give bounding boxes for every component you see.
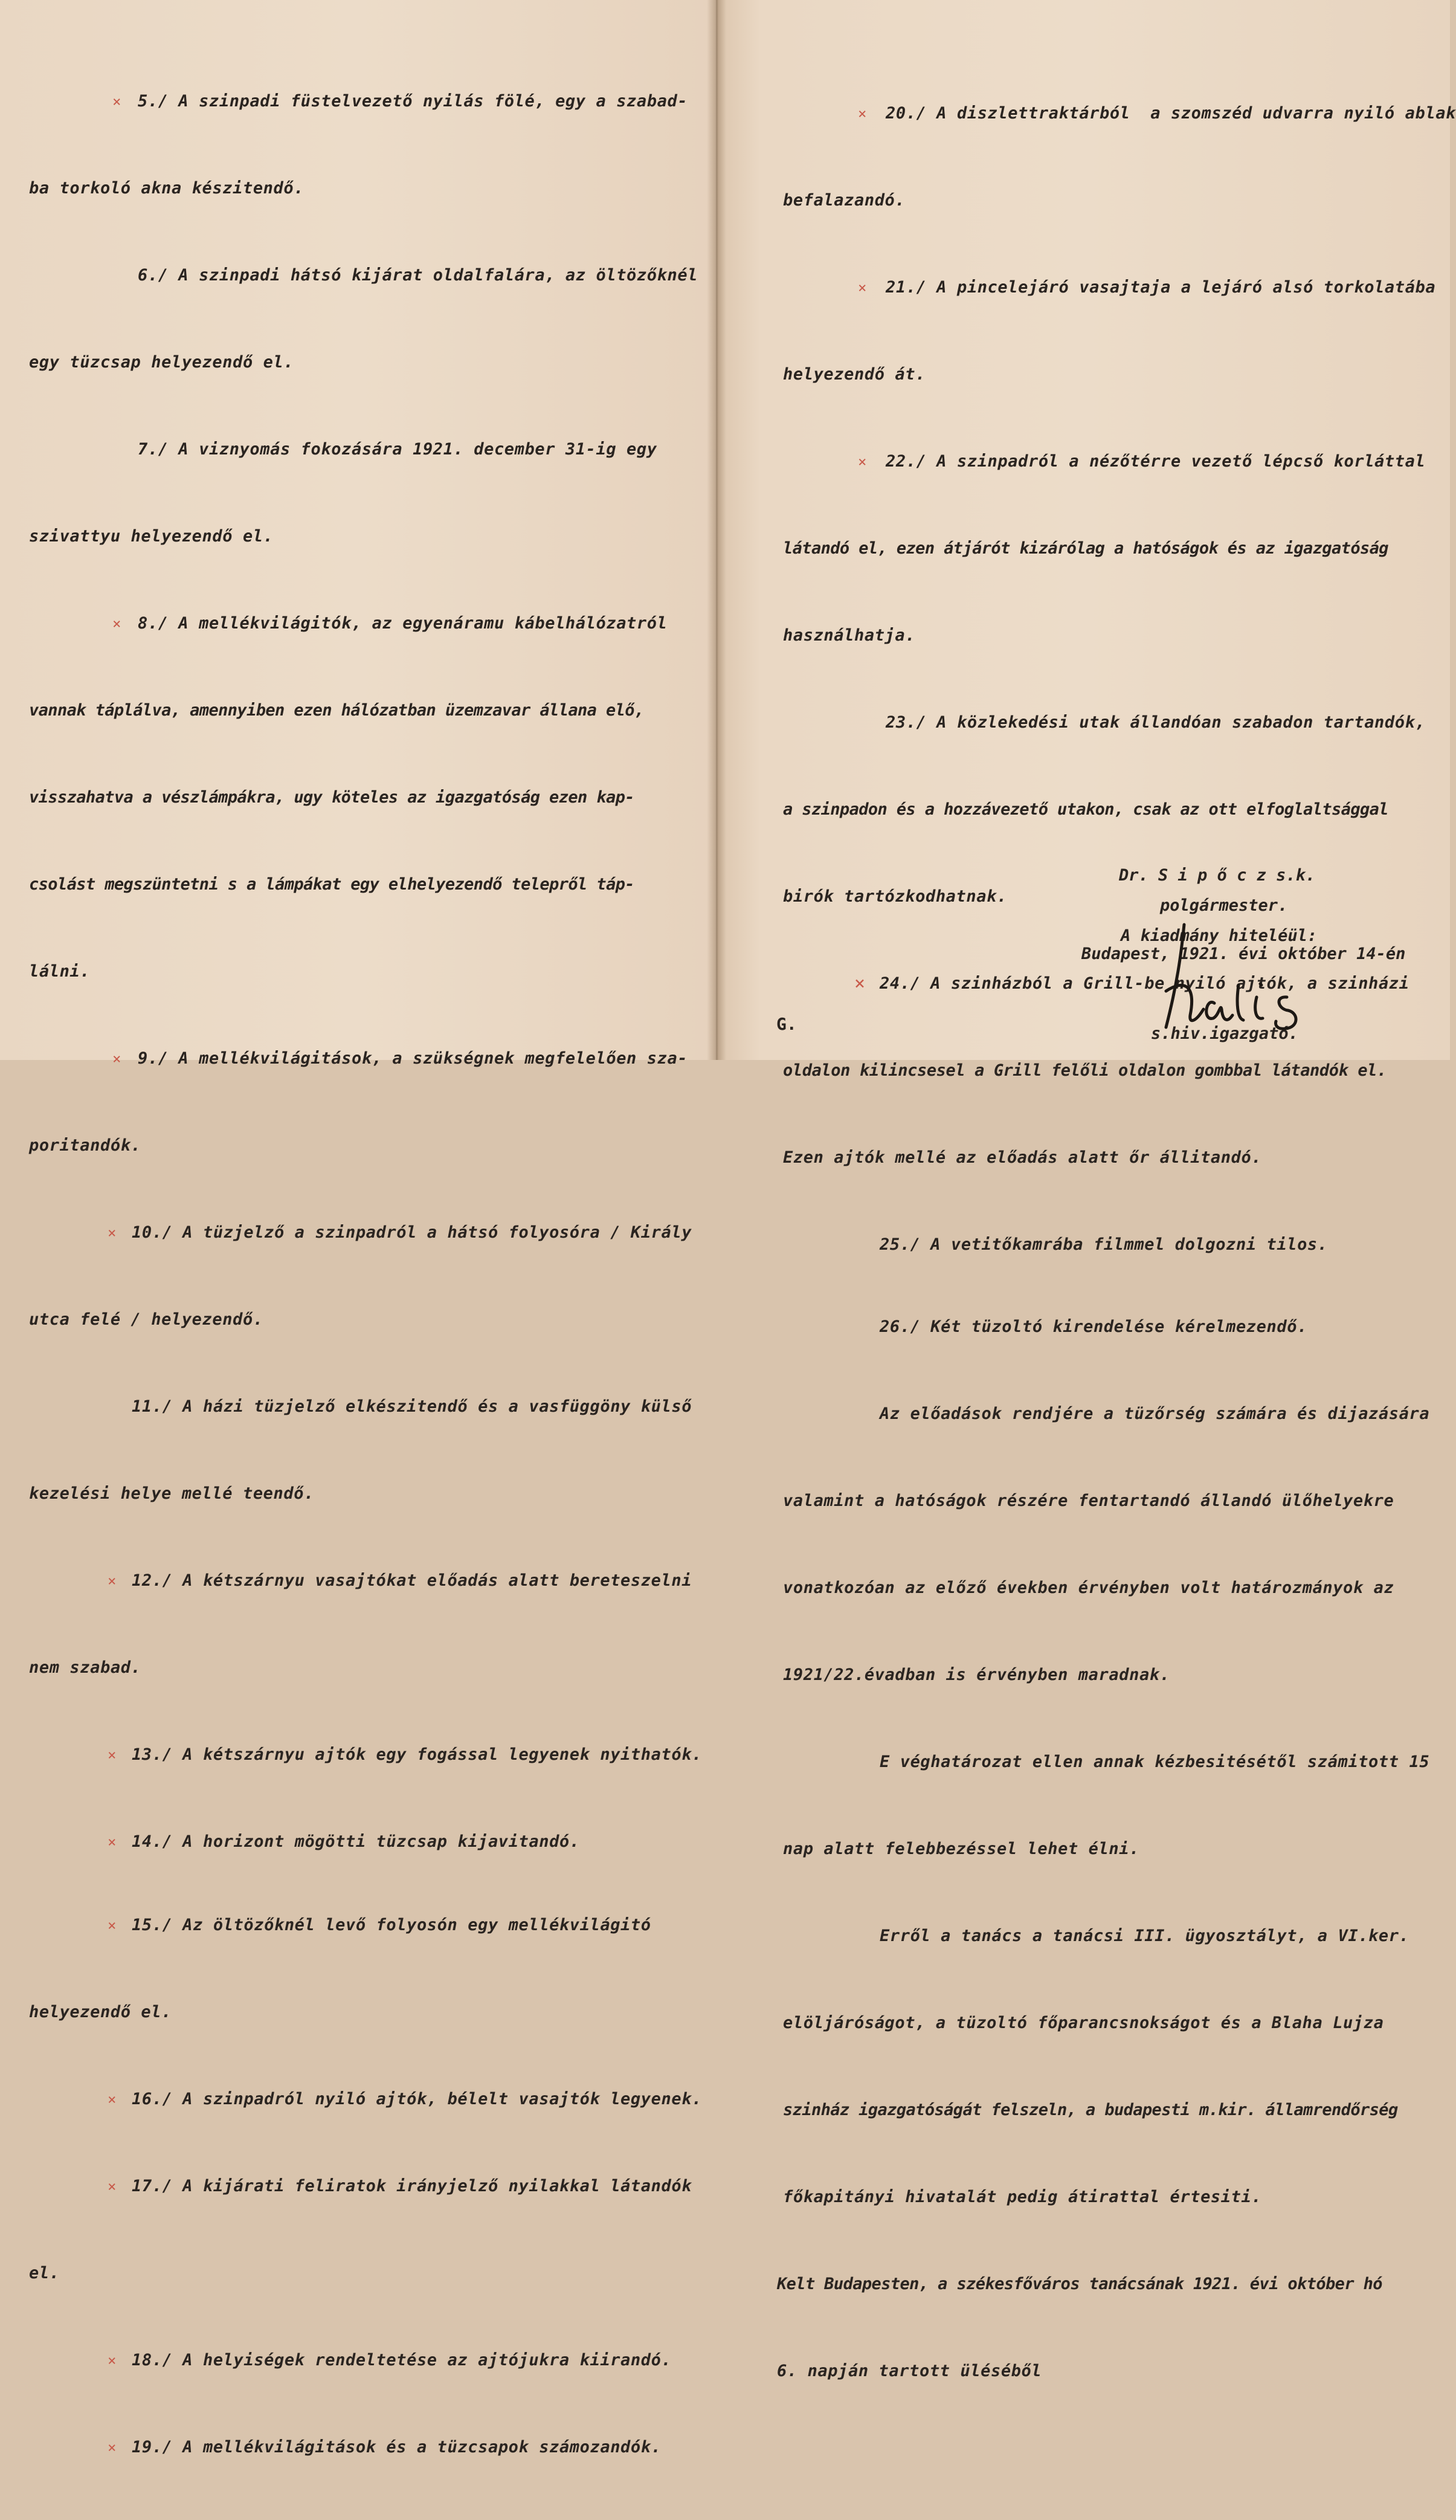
page-letter: G. xyxy=(776,1014,797,1034)
text-line: vannak táplálva, amennyiben ezen hálózatban üzemzavar állana elő, xyxy=(29,701,644,720)
text-line: × 14./ A horizont mögötti tüzcsap kijavitandó. xyxy=(108,1832,580,1851)
text-line: poritandók. xyxy=(29,1136,141,1155)
text-line: × 12./ A kétszárnyu vasajtókat előadás alatt bereteszelni xyxy=(108,1571,692,1590)
text-line: befalazandó. xyxy=(783,191,906,210)
text-line: × 22./ A szinpadról a nézőtérre vezető lépcső korláttal xyxy=(858,452,1426,471)
signature-title: polgármester. xyxy=(1160,896,1288,915)
signatory-office: s.hiv.igazgató. xyxy=(1151,1024,1298,1043)
certification-label: A kiadmány hiteléül: xyxy=(1121,926,1318,945)
text-line: × 17./ A kijárati feliratok irányjelző nyilakkal látandók xyxy=(108,2177,692,2195)
text-line: Kelt Budapesten, a székesfőváros tanácsának 1921. évi október hó xyxy=(777,2275,1382,2293)
certification-place-date: Budapest, 1921. évi október 14-én xyxy=(1081,945,1406,963)
text-line: 6. napján tartott üléséből xyxy=(777,2362,1042,2380)
text-line: 11./ A házi tüzjelző elkészitendő és a vasfüggöny külső xyxy=(132,1397,692,1416)
text-line: kezelési helye mellé teendő. xyxy=(29,1484,314,1503)
text-line: 1921/22.évadban is érvényben maradnak. xyxy=(783,1665,1170,1684)
text-line: elöljáróságot, a tüzoltó főparancsnokságot és a Blaha Lujza xyxy=(783,2014,1384,2032)
text-line: × 20./ A diszlettraktárból a szomszéd udvarra nyiló ablak xyxy=(858,104,1456,123)
text-line: × 8./ A mellékvilágitók, az egyenáramu kábelhálózatról xyxy=(112,614,668,633)
text-line: Erről a tanács a tanácsi III. ügyosztályt, a VI.ker. xyxy=(880,1927,1409,1945)
page-fold xyxy=(707,0,726,1060)
text-line: Ezen ajtók mellé az előadás alatt őr állitandó. xyxy=(783,1148,1262,1167)
text-line: × 21./ A pincelejáró vasajtaja a lejáró alsó torkolatába xyxy=(858,278,1436,297)
text-line: × 24./ A szinházból a Grill-be nyiló ajtók, a szinházi xyxy=(854,973,1409,994)
text-line: 23./ A közlekedési utak állandóan szabadon tartandók, xyxy=(886,713,1426,732)
text-line: E véghatározat ellen annak kézbesitésétől számitott 15 xyxy=(880,1753,1430,1771)
handwritten-signature xyxy=(1148,919,1353,1039)
text-line: visszahatva a vészlámpákra, ugy köteles az igazgatóság ezen kap- xyxy=(29,788,634,807)
text-line: 25./ A vetitőkamrába filmmel dolgozni tilos. xyxy=(880,1235,1328,1254)
text-line: a szinpadon és a hozzávezető utakon, csak az ott elfoglaltsággal xyxy=(783,800,1388,819)
text-line: × 9./ A mellékvilágitások, a szükségnek megfelelően sza- xyxy=(112,1049,688,1068)
text-line: valamint a hatóságok részére fentartandó állandó ülőhelyekre xyxy=(783,1491,1394,1510)
text-line: × 5./ A szinpadi füstelvezető nyilás fölé, egy a szabad- xyxy=(112,92,688,111)
text-line: el. xyxy=(29,2264,60,2283)
text-line: egy tüzcsap helyezendő el. xyxy=(29,353,294,372)
text-line: × 10./ A tüzjelző a szinpadról a hátsó folyosóra / Király xyxy=(108,1223,692,1242)
text-line: nem szabad. xyxy=(29,1658,141,1677)
text-line: × 13./ A kétszárnyu ajtók egy fogással legyenek nyithatók. xyxy=(108,1745,702,1764)
text-line: oldalon kilincsesel a Grill felőli oldalon gombbal látandók el. xyxy=(783,1061,1387,1080)
text-line: × 15./ Az öltözőknél levő folyosón egy mellékvilágitó xyxy=(108,1916,651,1934)
text-line: használhatja. xyxy=(783,626,916,645)
text-line: vonatkozóan az előző években érvényben volt határozmányok az xyxy=(783,1578,1394,1597)
text-line: birók tartózkodhatnak. xyxy=(783,887,1007,906)
text-line: × 19./ A mellékvilágitások és a tüzcsapok számozandók. xyxy=(108,2438,662,2457)
text-line: nap alatt felebbezéssel lehet élni. xyxy=(783,1840,1139,1858)
text-line: 6./ A szinpadi hátsó kijárat oldalfalára, az öltözőknél xyxy=(138,266,698,285)
text-line: lálni. xyxy=(29,962,91,981)
text-line: helyezendő át. xyxy=(783,365,926,384)
text-line: szivattyu helyezendő el. xyxy=(29,527,274,546)
text-line: × 18./ A helyiségek rendeltetése az ajtójukra kiirandó. xyxy=(108,2351,672,2370)
text-line: 26./ Két tüzoltó kirendelése kérelmezendő. xyxy=(880,1317,1307,1336)
text-line: ba torkoló akna készitendő. xyxy=(29,179,304,198)
text-line: látandó el, ezen átjárót kizárólag a hatóságok és az igazgatóság xyxy=(783,539,1388,558)
text-line: utca felé / helyezendő. xyxy=(29,1310,263,1329)
text-line: főkapitányi hivatalát pedig átirattal értesiti. xyxy=(783,2188,1262,2206)
left-page-text xyxy=(29,29,702,2520)
signature-name: Dr. S i p ő c z s.k. xyxy=(1119,866,1316,885)
text-line: csolást megszüntetni s a lámpákat egy elhelyezendő telepről táp- xyxy=(29,875,634,894)
text-line: 7./ A viznyomás fokozására 1921. december 31-ig egy xyxy=(138,440,657,459)
text-line: × 16./ A szinpadról nyiló ajtók, bélelt vasajtók legyenek. xyxy=(108,2090,702,2108)
text-line: Az előadások rendjére a tüzőrség számára és dijazására xyxy=(880,1404,1430,1423)
text-line: helyezendő el. xyxy=(29,2003,172,2021)
text-line: szinház igazgatóságát felszeln, a budapesti m.kir. államrendőrség xyxy=(783,2101,1398,2119)
